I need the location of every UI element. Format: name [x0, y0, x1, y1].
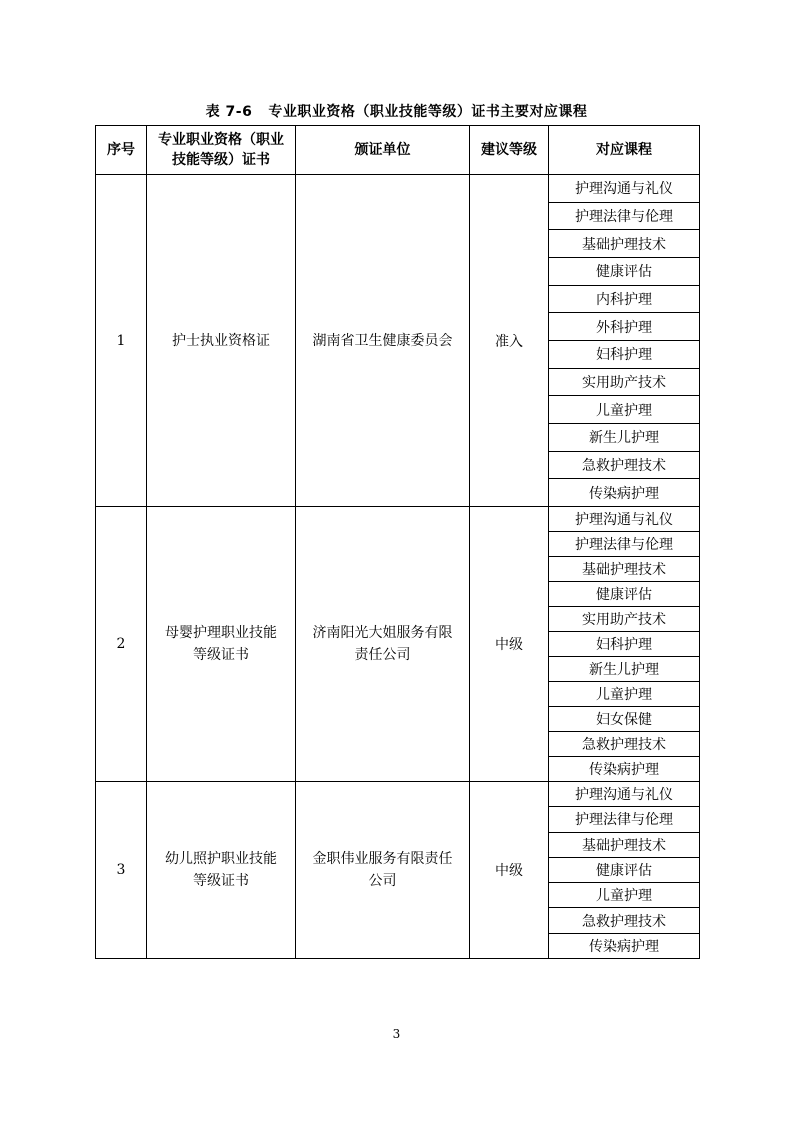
table-header-row: [96, 126, 700, 175]
course-item: 基础护理技术: [549, 229, 699, 257]
course-item: 传染病护理: [549, 478, 699, 506]
table-caption: [0, 101, 793, 121]
header-courses: 对应课程: [549, 126, 700, 175]
row-courses: [549, 175, 700, 507]
row-issuer: [296, 782, 470, 959]
course-item: 护理沟通与礼仪: [575, 787, 673, 804]
row-issuer-text: 金职伟业服务有限责任公司: [312, 851, 453, 889]
row-certificate-text: 幼儿照护职业技能等级证书: [165, 851, 277, 889]
course-item: 传染病护理: [549, 756, 699, 781]
header-certificate-text: 专业职业资格（职业技能等级）证书: [158, 132, 284, 168]
row-issuer-text: 湖南省卫生健康委员会: [312, 332, 453, 349]
course-item: 儿童护理: [549, 681, 699, 706]
course-item: 护理法律与伦理: [549, 531, 699, 556]
row-level: 中级: [470, 782, 549, 959]
course-item: 外科护理: [549, 312, 699, 340]
row-level: 中级: [470, 507, 549, 782]
course-item: 实用助产技术: [549, 368, 699, 396]
row-courses: [549, 507, 700, 782]
course-item: 妇科护理: [549, 631, 699, 656]
course-list: [549, 782, 699, 958]
row-certificate: [147, 782, 296, 959]
course-item: 新生儿护理: [549, 656, 699, 681]
course-item: 急救护理技术: [549, 451, 699, 479]
course-item: 护理沟通与礼仪: [575, 512, 673, 528]
course-item: 儿童护理: [549, 395, 699, 423]
row-issuer: [296, 507, 470, 782]
course-item: 基础护理技术: [549, 832, 699, 857]
course-item: 护理沟通与礼仪: [575, 181, 673, 198]
table-row: [96, 175, 700, 507]
course-item: 健康评估: [549, 257, 699, 285]
row-certificate: [147, 175, 296, 507]
course-item: 基础护理技术: [549, 556, 699, 581]
course-list: [549, 507, 699, 781]
course-item: 内科护理: [549, 285, 699, 313]
row-index: 2: [96, 507, 147, 782]
header-index: 序号: [96, 126, 147, 175]
row-issuer-text: 济南阳光大姐服务有限责任公司: [312, 625, 453, 663]
row-level: 准入: [470, 175, 549, 507]
course-list: [549, 175, 699, 506]
course-item: 妇科护理: [549, 340, 699, 368]
course-item: 健康评估: [549, 581, 699, 606]
table-row: [96, 782, 700, 959]
row-courses: [549, 782, 700, 959]
course-item: 护理法律与伦理: [549, 202, 699, 230]
header-certificate: [147, 126, 296, 175]
header-issuer: 颁证单位: [296, 126, 470, 175]
course-item: 急救护理技术: [549, 731, 699, 756]
course-item: 健康评估: [549, 857, 699, 882]
row-issuer: [296, 175, 470, 507]
header-level: 建议等级: [470, 126, 549, 175]
row-certificate-text: 母婴护理职业技能等级证书: [165, 625, 277, 663]
row-certificate: [147, 507, 296, 782]
course-item: 妇女保健: [549, 706, 699, 731]
course-item: 急救护理技术: [549, 907, 699, 932]
table-number: 表 7-6: [205, 104, 253, 120]
certificate-course-table: [95, 125, 700, 959]
table-title: 专业职业资格（职业技能等级）证书主要对应课程: [268, 104, 588, 120]
row-index: 1: [96, 175, 147, 507]
course-item: 儿童护理: [549, 882, 699, 907]
course-item: 护理法律与伦理: [549, 806, 699, 831]
course-item: 实用助产技术: [549, 606, 699, 631]
row-index: 3: [96, 782, 147, 959]
course-item: 新生儿护理: [549, 423, 699, 451]
table-row: [96, 507, 700, 782]
page-number: 3: [392, 1027, 401, 1041]
course-item: 传染病护理: [549, 933, 699, 958]
table-body: [96, 175, 700, 959]
row-certificate-text: 护士执业资格证: [172, 332, 270, 349]
